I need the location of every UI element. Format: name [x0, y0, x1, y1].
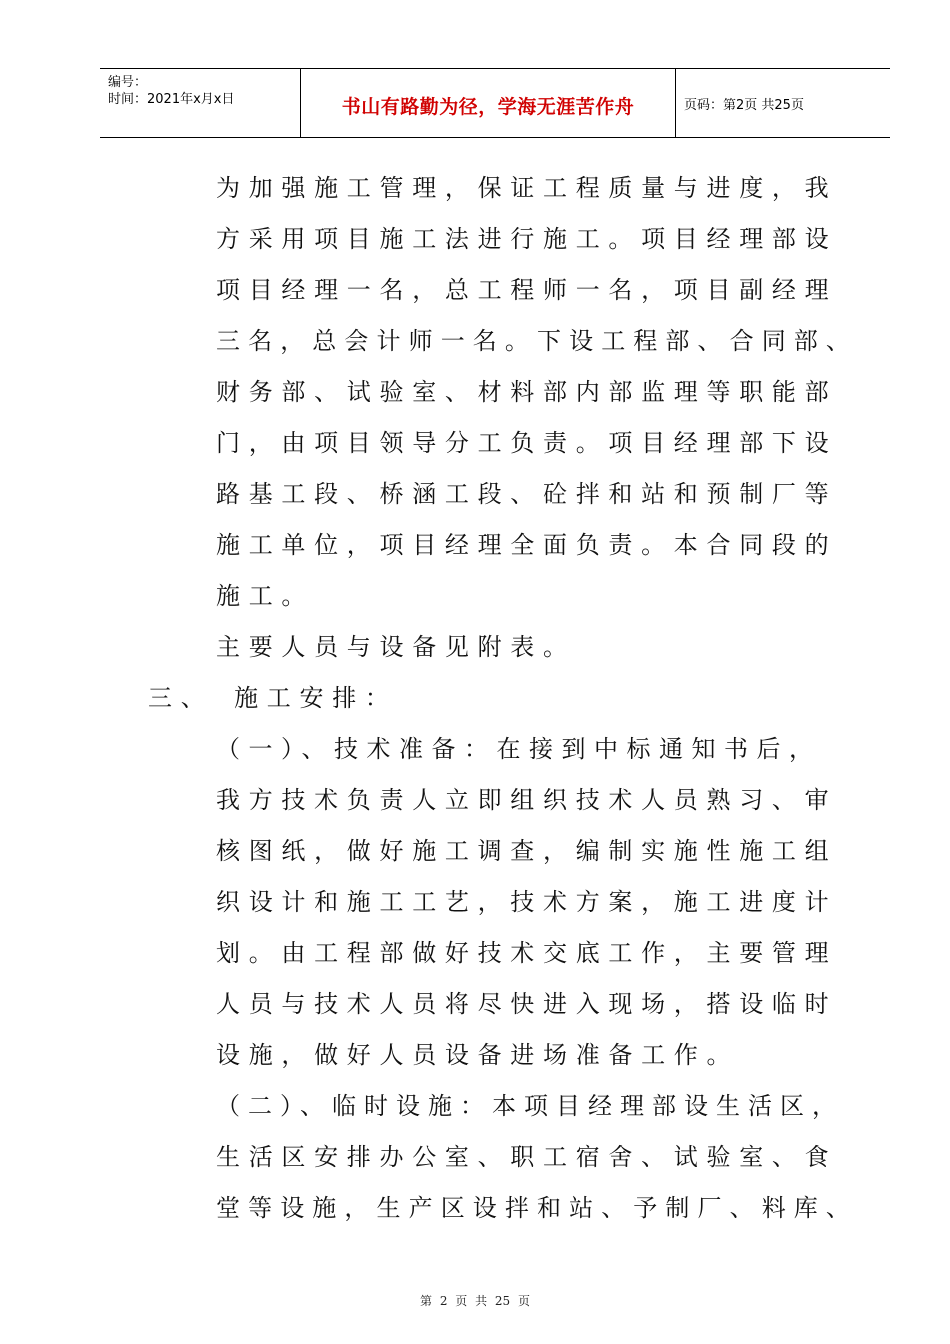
body-line-10: 主要人员与设备见附表。: [216, 633, 576, 661]
body-line-17: 人员与技术人员将尽快进入现场，搭设临时: [216, 990, 838, 1018]
body-line-15: 织设计和施工工艺，技术方案，施工进度计: [216, 888, 838, 916]
header-meta-cell: [100, 69, 301, 137]
body-line-20: 生活区安排办公室、职工宿舍、试验室、食: [216, 1143, 838, 1171]
body-line-7: 路基工段、桥涵工段、砼拌和站和预制厂等: [216, 480, 838, 508]
body-line-4: 三名，总会计师一名。下设工程部、合同部、: [216, 327, 858, 355]
body-line-21: 堂等设施，生产区设拌和站、予制厂、料库、: [216, 1194, 858, 1222]
page-header: [100, 68, 890, 138]
body-line-1: 为加强施工管理，保证工程质量与进度，我: [216, 174, 838, 202]
body-line-5: 财务部、试验室、材料部内部监理等职能部: [216, 378, 838, 406]
body-line-8: 施工单位，项目经理全面负责。本合同段的: [216, 531, 838, 559]
body-line-18: 设施，做好人员设备进场准备工作。: [216, 1041, 740, 1069]
body-line-12: （一）、技术准备：在接到中标通知书后，: [216, 735, 822, 763]
body-line-14: 核图纸，做好施工调查，编制实施性施工组: [216, 837, 838, 865]
page-info: 页码：第2页 共25页: [684, 98, 804, 113]
header-motto-cell: [301, 69, 676, 137]
body-line-6: 门，由项目领导分工负责。项目经理部下设: [216, 429, 838, 457]
body-line-19: （二）、临时设施：本项目经理部设生活区，: [216, 1092, 844, 1120]
page-footer: 第 2 页 共 25 页: [420, 1294, 530, 1308]
motto-text: 书山有路勤为径，学海无涯苦作舟: [341, 96, 635, 118]
header-page-cell: [676, 69, 890, 137]
body-line-13: 我方技术负责人立即组织技术人员熟习、审: [216, 786, 838, 814]
body-line-9: 施工。: [216, 582, 315, 610]
time-label: 时间：2021年x月x日: [108, 92, 235, 107]
body-line-3: 项目经理一名，总工程师一名，项目副经理: [216, 276, 838, 304]
section-heading: 三、 施工安排：: [148, 684, 398, 712]
body-line-16: 划。由工程部做好技术交底工作，主要管理: [216, 939, 838, 967]
code-label: 编号：: [108, 75, 148, 90]
body-line-2: 方采用项目施工法进行施工。项目经理部设: [216, 225, 838, 253]
